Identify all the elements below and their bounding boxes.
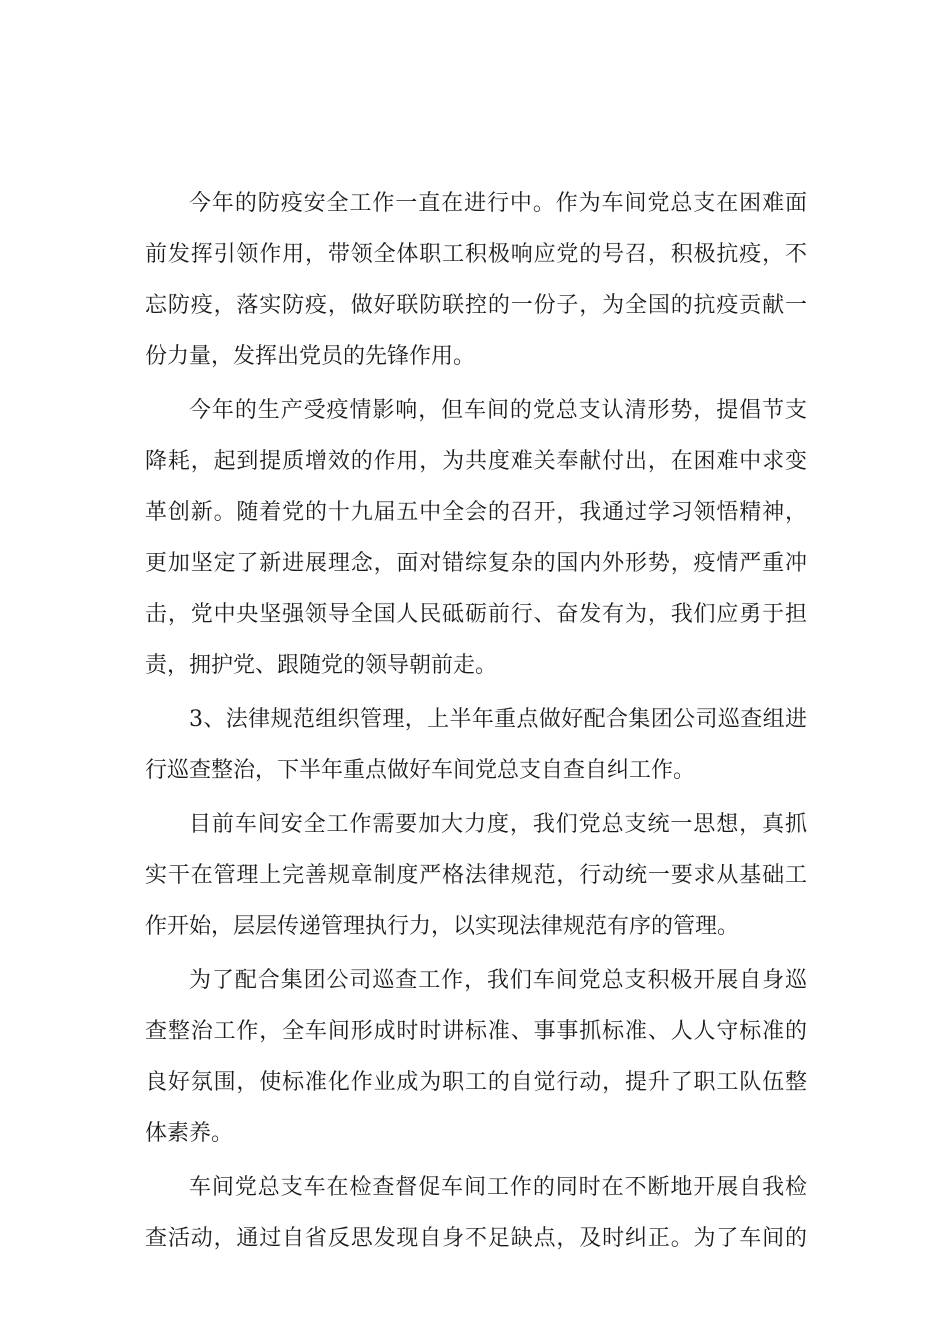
document-body bbox=[145, 178, 807, 1267]
text-line: 查整治工作，全车间形成时时讲标准、事事抓标准、人人守标准的 bbox=[145, 1019, 807, 1044]
text-line: 车间党总支车在检查督促车间工作的同时在不断地开展自我检 bbox=[189, 1175, 807, 1200]
text-line: 查活动，通过自省反思发现自身不足缺点，及时纠正。为了车间的 bbox=[145, 1226, 807, 1251]
text-line: 为了配合集团公司巡查工作，我们车间党总支积极开展自身巡 bbox=[189, 968, 807, 993]
text-line: 今年的生产受疫情影响，但车间的党总支认清形势，提倡节支 bbox=[189, 398, 807, 423]
text-line: 责，拥护党、跟随党的领导朝前走。 bbox=[145, 653, 498, 678]
text-line: 3、法律规范组织管理，上半年重点做好配合集团公司巡查组进 bbox=[189, 707, 807, 732]
text-line: 忘防疫，落实防疫，做好联防联控的一份子，为全国的抗疫贡献一 bbox=[145, 293, 807, 318]
paragraph-5 bbox=[145, 955, 807, 1159]
text-line: 革创新。随着党的十九届五中全会的召开，我通过学习领悟精神， bbox=[145, 500, 807, 525]
text-line: 目前车间安全工作需要加大力度，我们党总支统一思想，真抓 bbox=[189, 812, 807, 837]
paragraph-2 bbox=[145, 385, 807, 691]
text-line: 前发挥引领作用，带领全体职工积极响应党的号召，积极抗疫，不 bbox=[145, 242, 807, 267]
paragraph-3 bbox=[145, 694, 807, 796]
text-line: 份力量，发挥出党员的先锋作用。 bbox=[145, 344, 476, 369]
paragraph-1 bbox=[145, 178, 807, 382]
text-line: 降耗，起到提质增效的作用，为共度难关奉献付出，在困难中求变 bbox=[145, 449, 807, 474]
text-line: 今年的防疫安全工作一直在进行中。作为车间党总支在困难面 bbox=[189, 191, 807, 216]
text-line: 更加坚定了新进展理念，面对错综复杂的国内外形势，疫情严重冲 bbox=[145, 551, 807, 576]
paragraph-6 bbox=[145, 1162, 807, 1264]
text-line: 作开始，层层传递管理执行力，以实现法律规范有序的管理。 bbox=[145, 914, 740, 939]
text-line: 击，党中央坚强领导全国人民砥砺前行、奋发有为，我们应勇于担 bbox=[145, 602, 807, 627]
paragraph-4 bbox=[145, 799, 807, 952]
text-line: 实干在管理上完善规章制度严格法律规范，行动统一要求从基础工 bbox=[145, 863, 807, 888]
text-line: 行巡查整治，下半年重点做好车间党总支自查自纠工作。 bbox=[145, 758, 696, 783]
text-line: 体素养。 bbox=[145, 1121, 234, 1146]
text-line: 良好氛围，使标准化作业成为职工的自觉行动，提升了职工队伍整 bbox=[145, 1070, 807, 1095]
